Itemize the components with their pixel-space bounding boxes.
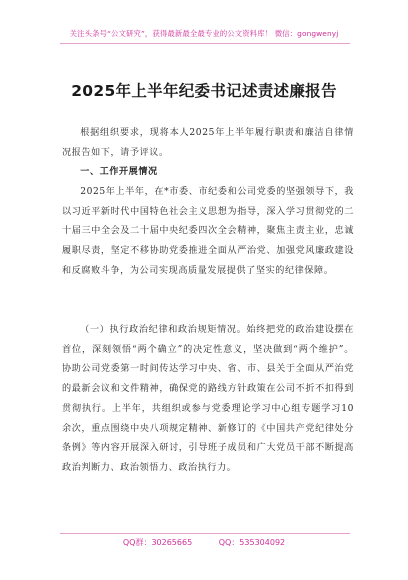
footer-qq-group: QQ群：30265665 <box>122 538 193 547</box>
header-divider <box>60 43 350 44</box>
para3-text: （一）执行政治纪律和政治规矩情况。始终把党的政治建设摆在首位，深刻领悟“两个确立”的决定性意义，坚决做到“两个维护”。协助公司党委第一时间传达学习中央、省、市、县关于全面从严治党的最新会议和文件精神，确保党的路线方针政策在公司不折不扣得到贯彻执行。上半年，共组织或参与党委理论学习中心组专题学习10余次，重点围绕中央八项规定精神、新修订的《中国共产党纪律处分条例》等内容开展深入研讨，引导班子成员和广大党员干部不断提高政治判断力、政治领悟力、政治执行力。 <box>62 325 354 473</box>
paragraph-3 <box>62 321 354 479</box>
footer-qq: QQ：535304092 <box>218 538 286 547</box>
document-title: 2025年上半年纪委书记述责述廉报告 <box>71 82 337 100</box>
para2-text: 2025年上半年，在*市委、市纪委和公司党委的坚强领导下，我以习近平新时代中国特色社会主义思想为指导，深入学习贯彻党的二十届三中全会及二十届中央纪委四次全会精神，聚焦主责主业，忠诚履职尽责，坚定不移协助党委推进全面从严治党、加强党风廉政建设和反腐败斗争，为公司实现高质量发展提供了坚实的纪律保障。 <box>62 187 354 276</box>
paragraph-2 <box>62 183 354 282</box>
intro-paragraph <box>62 124 354 163</box>
intro-text: 根据组织要求，现将本人2025年上半年履行职责和廉洁自律情况报告如下，请予评议。 <box>62 128 354 158</box>
section-heading <box>62 163 354 183</box>
footer-divider <box>60 533 350 534</box>
section1-heading: 一、工作开展情况 <box>80 167 158 177</box>
footer <box>0 537 408 548</box>
header-banner: 关注头条号“公文研究”，获得最新最全最专业的公文资料库！ 微信：gongwenyj <box>69 29 339 38</box>
